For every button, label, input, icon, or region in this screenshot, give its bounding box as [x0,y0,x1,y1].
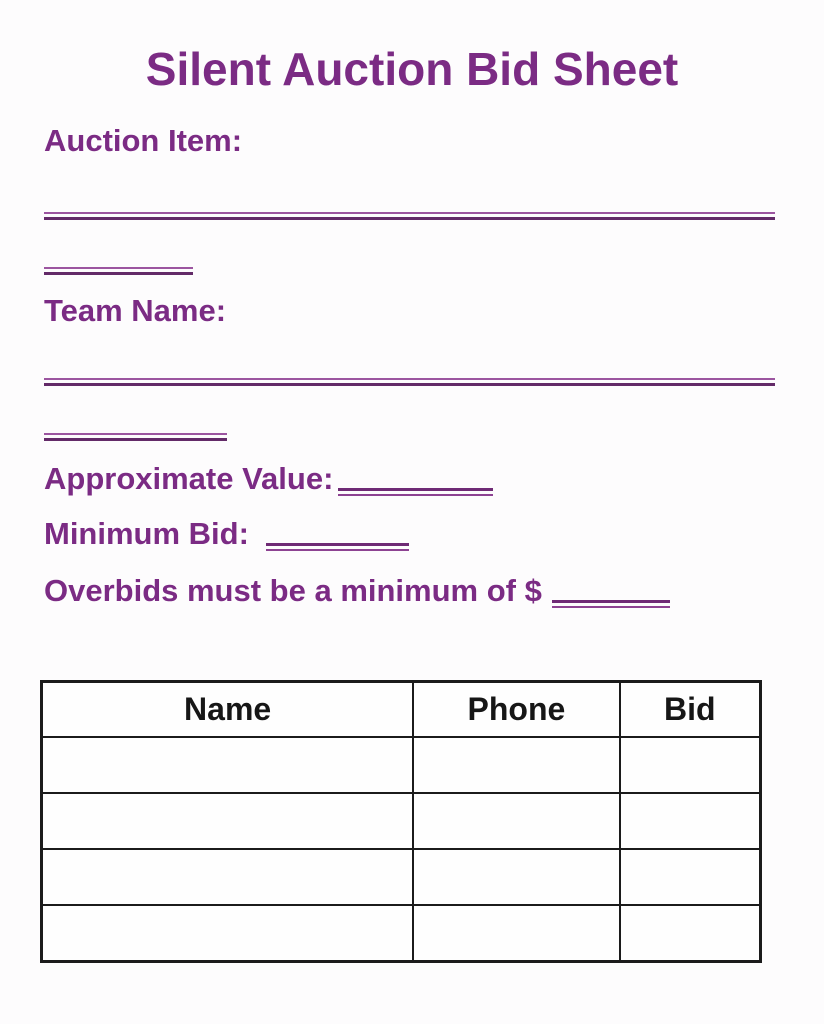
approximate-value-label: Approximate Value: [44,461,334,496]
auction-item-label: Auction Item: [44,123,243,158]
bid-table-empty-row [42,905,761,962]
bid-table [40,680,762,963]
approximate-value-blank [338,488,493,496]
minimum-bid-row [44,515,409,552]
bid-table-empty-row [42,849,761,905]
team-name-label: Team Name: [44,293,227,328]
overbids-row [44,572,670,609]
bid-table-header-name: Name [42,682,414,738]
bid-table-empty-cell [42,793,414,849]
bid-table-header-bid: Bid [620,682,761,738]
bid-table-empty-cell [620,737,761,793]
bid-table-head [42,682,761,738]
bid-table-header-row [42,682,761,738]
bid-table-empty-cell [413,849,619,905]
bid-table-empty-cell [413,737,619,793]
minimum-bid-blank [266,543,409,551]
bid-table-empty-cell [42,849,414,905]
bid-table-empty-cell [42,905,414,962]
bid-table-body [42,737,761,962]
team-name-write-line [44,378,775,386]
auction-item-write-line [44,212,775,220]
bid-table-empty-cell [620,905,761,962]
bid-table-empty-cell [42,737,414,793]
bid-table-empty-row [42,737,761,793]
approximate-value-row [44,460,493,497]
bid-table-empty-row [42,793,761,849]
bid-table-empty-cell [620,849,761,905]
bid-table-empty-cell [620,793,761,849]
auction-item-wrap-line [44,267,193,275]
overbids-label: Overbids must be a minimum of $ [44,573,542,608]
bid-table-empty-cell [413,905,619,962]
overbids-blank [552,600,670,608]
minimum-bid-label: Minimum Bid: [44,516,249,551]
bid-table-empty-cell [413,793,619,849]
team-name-wrap-line [44,433,227,441]
page-title: Silent Auction Bid Sheet [145,43,679,95]
bid-table-header-phone: Phone [413,682,619,738]
